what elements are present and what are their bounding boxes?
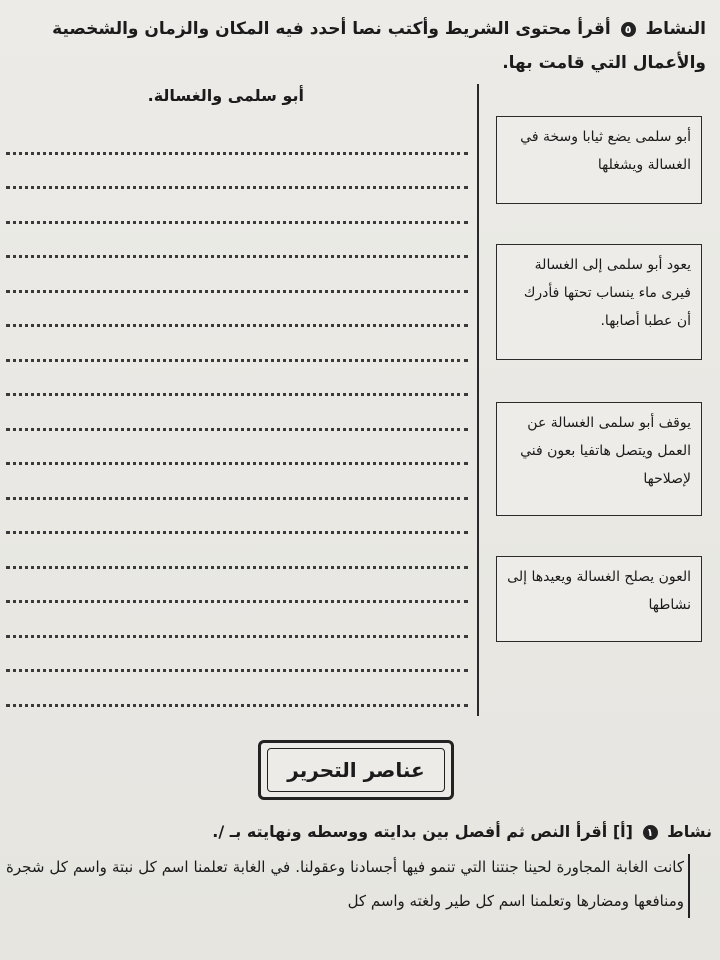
section-title: عناصر التحرير	[267, 748, 445, 792]
answer-line[interactable]	[6, 638, 468, 673]
reading-excerpt: كانت الغابة المجاورة لحينا جنتنا التي تنمو فيها أجسادنا وعقولنا. في الغابة تعلمنا اسم كل نبتة واسم كل شجرة ومنافعها ومضارها وتعلمنا اسم كل طير ولغته واسم كل	[6, 858, 684, 910]
story-title: أبو سلمى والغسالة.	[147, 86, 304, 105]
answer-line[interactable]	[6, 569, 468, 604]
activity-1-label: النشاط	[645, 19, 706, 39]
answer-line[interactable]	[6, 465, 468, 500]
answer-line[interactable]	[6, 672, 468, 707]
answer-line[interactable]	[6, 189, 468, 224]
answer-line[interactable]	[6, 293, 468, 328]
answer-lines[interactable]	[6, 120, 468, 707]
answer-line[interactable]	[6, 362, 468, 397]
section-title-frame	[258, 740, 454, 800]
activity-1-number: ٥	[621, 22, 636, 37]
answer-line[interactable]	[6, 327, 468, 362]
scene-box-2: يعود أبو سلمى إلى الغسالة فيرى ماء ينساب تحتها فأدرك أن عطبا أصابها.	[496, 244, 702, 360]
answer-line[interactable]	[6, 258, 468, 293]
scene-box-3: يوقف أبو سلمى الغسالة عن العمل ويتصل هاتفيا بعون فني لإصلاحها	[496, 402, 702, 516]
activity-2-instruction	[12, 822, 712, 841]
scene-box-4: العون يصلح الغسالة ويعيدها إلى نشاطها	[496, 556, 702, 642]
activity-2-number: ١	[643, 825, 658, 840]
column-divider	[477, 84, 479, 716]
activity-2-part: [أ]	[612, 822, 633, 841]
answer-line[interactable]	[6, 155, 468, 190]
answer-line[interactable]	[6, 120, 468, 155]
activity-2-text: أقرأ النص ثم أفصل بين بدايته ووسطه ونهايته بـ /.	[212, 822, 608, 841]
answer-line[interactable]	[6, 431, 468, 466]
answer-line[interactable]	[6, 224, 468, 259]
answer-line[interactable]	[6, 396, 468, 431]
activity-1-instruction	[16, 12, 706, 80]
answer-line[interactable]	[6, 534, 468, 569]
activity-2-label: نشاط	[667, 822, 712, 841]
answer-line[interactable]	[6, 603, 468, 638]
activity-1-text: أقرأ محتوى الشريط وأكتب نصا أحدد فيه المكان والزمان والشخصية والأعمال التي قامت بها.	[52, 19, 706, 73]
scene-box-1: أبو سلمى يضع ثيابا وسخة في الغسالة ويشغلها	[496, 116, 702, 204]
answer-line[interactable]	[6, 500, 468, 535]
